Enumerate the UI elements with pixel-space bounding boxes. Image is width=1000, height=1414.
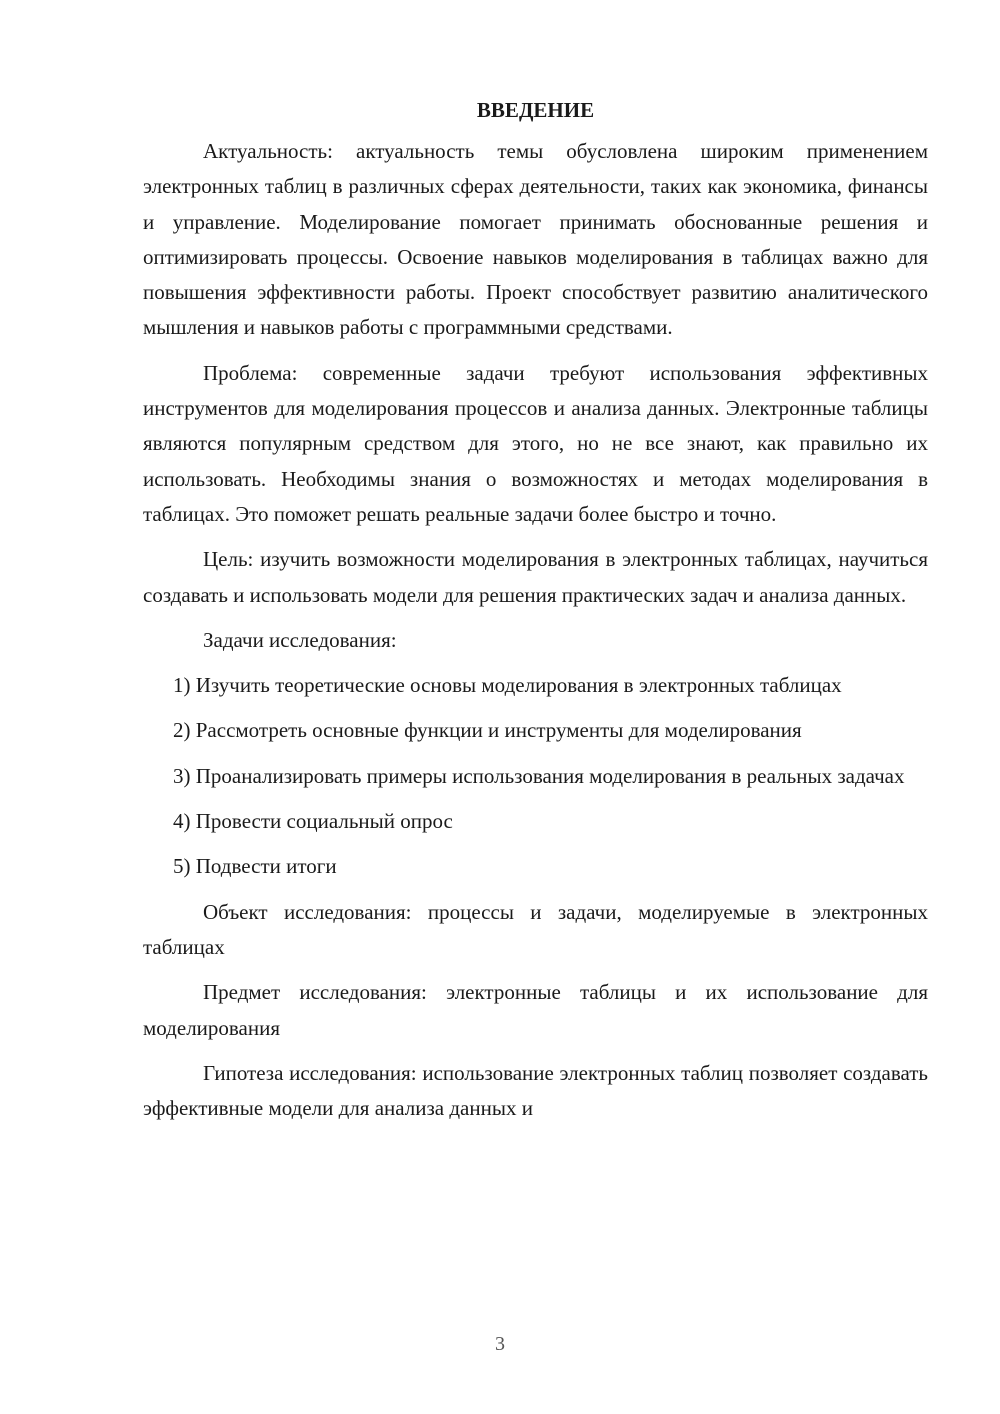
paragraph-object: Объект исследования: процессы и задачи, моделируемые в электронных таблицах (143, 899, 928, 959)
paragraph-problem: Проблема: современные задачи требуют использования эффективных инструментов для моделирования процессов и анализа данных. Электронные таблицы являются популярным средством для этого, но не все знают, как правильно их использовать. Необходимы знания о возможностях и методах моделирования в таблицах. Это поможет решать реальные задачи более быстро и точно. (143, 360, 928, 526)
paragraph-subject: Предмет исследования: электронные таблицы и их использование для моделирования (143, 980, 928, 1040)
page-content (143, 93, 928, 1136)
paragraph-relevance: Актуальность: актуальность темы обусловлена широким применением электронных таблиц в различных сферах деятельности, таких как экономика, финансы и управление. Моделирование помогает принимать обоснованные решения и оптимизировать процессы. Освоение навыков моделирования в таблицах важно для повышения эффективности работы. Проект способствует развитию аналитического мышления и навыков работы с программными средствами. (143, 139, 928, 340)
page-number: 3 (495, 1333, 505, 1355)
paragraph-goal: Цель: изучить возможности моделирования в электронных таблицах, научиться создавать и использовать модели для решения практических задач и анализа данных. (143, 547, 928, 607)
list-item-task-1: 1) Изучить теоретические основы моделирования в электронных таблицах (173, 673, 842, 698)
page-title: ВВЕДЕНИЕ (476, 98, 595, 122)
list-item-task-3: 3) Проанализировать примеры использования моделирования в реальных задачах (173, 763, 905, 788)
tasks-heading: Задачи исследования: (203, 627, 397, 652)
list-item-task-2: 2) Рассмотреть основные функции и инструменты для моделирования (173, 718, 802, 743)
list-item-task-4: 4) Провести социальный опрос (173, 809, 453, 834)
list-item-task-5: 5) Подвести итоги (173, 854, 337, 879)
paragraph-hypothesis: Гипотеза исследования: использование электронных таблиц позволяет создавать эффективные модели для анализа данных и (143, 1060, 928, 1121)
